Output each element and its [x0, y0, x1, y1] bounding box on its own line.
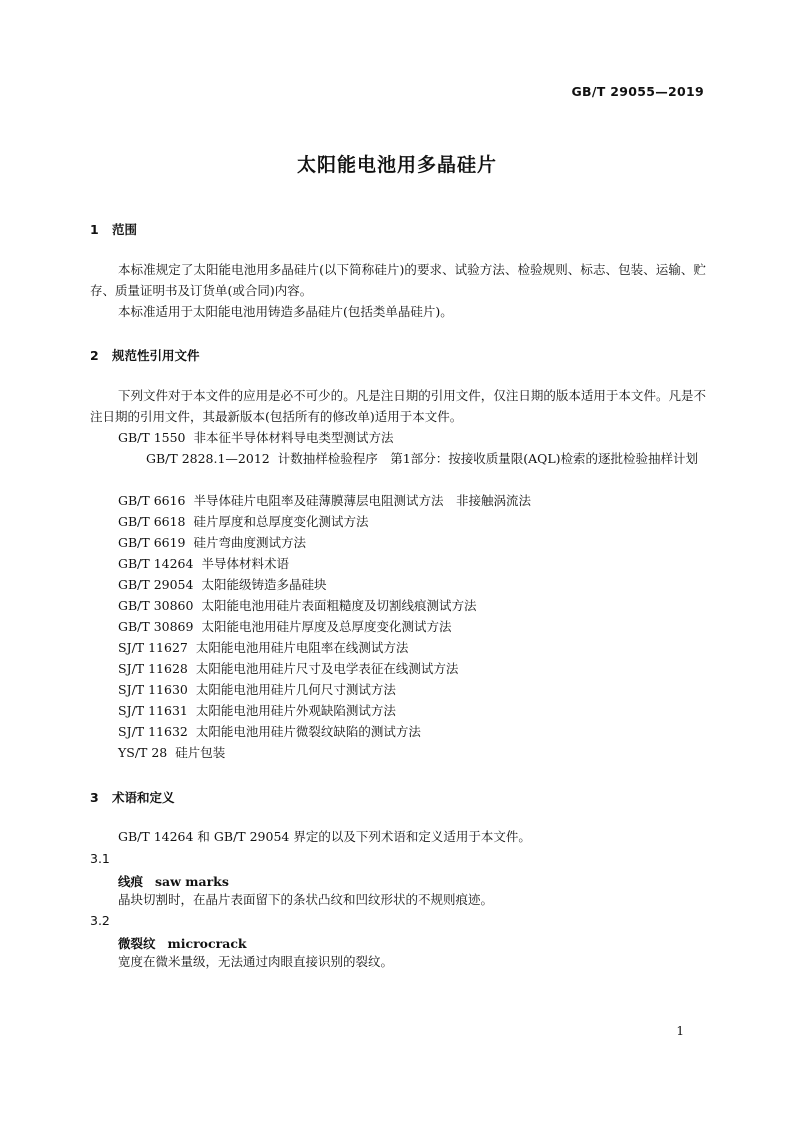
- section-3-heading: [90, 788, 175, 806]
- reference-title: 太阳能电池用硅片尺寸及电学表征在线测试方法: [195, 661, 459, 676]
- reference-item: [118, 679, 396, 700]
- reference-title: 半导体材料术语: [201, 556, 289, 571]
- reference-code: SJ/T 11631: [118, 703, 188, 718]
- reference-code: SJ/T 11628: [118, 661, 188, 676]
- reference-item: [118, 595, 476, 616]
- reference-title: 硅片厚度和总厚度变化测试方法: [193, 514, 369, 529]
- scope-paragraph-1: 本标准规定了太阳能电池用多晶硅片(以下简称硅片)的要求、试验方法、检验规则、标志、包装、运输、贮存、质量证明书及订货单(或合同)内容。: [90, 262, 706, 298]
- term-number: 3.2: [90, 913, 110, 928]
- reference-item: [118, 511, 369, 532]
- reference-item: [118, 574, 326, 595]
- term-zh: 微裂纹: [118, 936, 156, 951]
- section-title: 规范性引用文件: [112, 348, 200, 363]
- reference-code: GB/T 6618: [118, 514, 186, 529]
- reference-code: SJ/T 11630: [118, 682, 188, 697]
- reference-title: 太阳能电池用硅片微裂纹缺陷的测试方法: [195, 724, 421, 739]
- reference-code: GB/T 14264: [118, 556, 194, 571]
- term-en: microcrack: [167, 936, 247, 951]
- reference-item: [118, 700, 396, 721]
- reference-code: GB/T 6616: [118, 493, 186, 508]
- reference-title: 计数抽样检验程序 第1部分：按接收质量限(AQL)检索的逐批检验抽样计划: [277, 451, 699, 466]
- term-definition: 晶块切割时，在晶片表面留下的条状凸纹和凹纹形状的不规则痕迹。: [118, 892, 494, 907]
- section-2-heading: [90, 346, 200, 364]
- page-number: 1: [676, 1024, 684, 1038]
- term-heading: [118, 934, 247, 952]
- document-title: 太阳能电池用多晶硅片: [296, 154, 497, 176]
- reference-title: 太阳能电池用硅片电阻率在线测试方法: [195, 640, 409, 655]
- section-number: 2: [90, 348, 99, 363]
- reference-code: GB/T 29054: [118, 577, 194, 592]
- term-en: saw marks: [155, 874, 229, 889]
- section-title: 术语和定义: [112, 790, 175, 805]
- term-heading: [118, 872, 229, 890]
- term-definition: 宽度在微米量级，无法通过肉眼直接识别的裂纹。: [118, 954, 394, 969]
- reference-title: 硅片包装: [175, 745, 226, 760]
- reference-title: 太阳能电池用硅片外观缺陷测试方法: [195, 703, 396, 718]
- section-title: 范围: [112, 222, 138, 237]
- reference-title: 非本征半导体材料导电类型测试方法: [193, 430, 394, 445]
- reference-item: [118, 658, 458, 679]
- reference-item: [118, 532, 306, 553]
- reference-title: 半导体硅片电阻率及硅薄膜薄层电阻测试方法 非接触涡流法: [193, 493, 532, 508]
- reference-code: GB/T 30869: [118, 619, 194, 634]
- section-number: 1: [90, 222, 99, 237]
- reference-title: 太阳能电池用硅片厚度及总厚度变化测试方法: [201, 619, 452, 634]
- reference-code: GB/T 6619: [118, 535, 186, 550]
- reference-code: SJ/T 11632: [118, 724, 188, 739]
- reference-item: [118, 616, 451, 637]
- terms-intro-paragraph: GB/T 14264 和 GB/T 29054 界定的以及下列术语和定义适用于本文件。: [118, 829, 531, 844]
- reference-code: YS/T 28: [118, 745, 168, 760]
- reference-title: 太阳能电池用硅片表面粗糙度及切割线痕测试方法: [201, 598, 477, 613]
- reference-item: [118, 427, 394, 448]
- term-zh: 线痕: [118, 874, 144, 889]
- reference-title: 太阳能级铸造多晶硅块: [201, 577, 327, 592]
- reference-code: GB/T 30860: [118, 598, 194, 613]
- reference-item: [118, 553, 289, 574]
- standard-code: GB/T 29055—2019: [571, 84, 704, 99]
- reference-code: GB/T 2828.1—2012: [146, 451, 270, 466]
- section-1-heading: [90, 220, 137, 238]
- reference-item: [118, 742, 225, 763]
- reference-item: [90, 448, 706, 469]
- reference-item: [118, 637, 408, 658]
- reference-title: 硅片弯曲度测试方法: [193, 535, 307, 550]
- reference-item: [118, 490, 531, 511]
- normative-intro-paragraph: 下列文件对于本文件的应用是必不可少的。凡是注日期的引用文件，仅注日期的版本适用于本文件。凡是不注日期的引用文件，其最新版本(包括所有的修改单)适用于本文件。: [90, 388, 706, 424]
- reference-item: [118, 721, 421, 742]
- reference-code: SJ/T 11627: [118, 640, 188, 655]
- reference-code: GB/T 1550: [118, 430, 186, 445]
- reference-title: 太阳能电池用硅片几何尺寸测试方法: [195, 682, 396, 697]
- scope-paragraph-2: 本标准适用于太阳能电池用铸造多晶硅片(包括类单晶硅片)。: [118, 304, 453, 319]
- section-number: 3: [90, 790, 99, 805]
- term-number: 3.1: [90, 851, 110, 866]
